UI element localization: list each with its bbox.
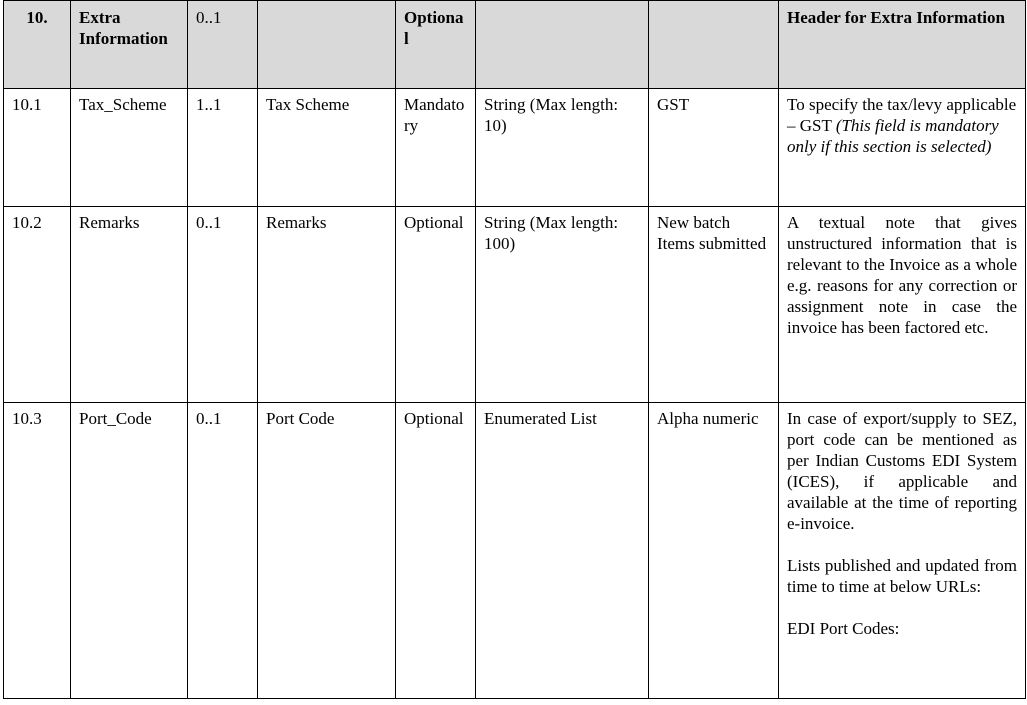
header-num-cell: 10. — [4, 1, 71, 89]
header-sample-cell — [649, 1, 779, 89]
row-mandatory-cell: Optional — [396, 207, 476, 403]
row-cardinality-cell: 1..1 — [188, 89, 258, 207]
row-mandatory-cell: Mandatory — [396, 89, 476, 207]
row-cardinality-cell: 0..1 — [188, 207, 258, 403]
explanation-paragraph: EDI Port Codes: — [787, 619, 900, 638]
explanation-note: (This field is mandatory only if this section is selected) — [787, 116, 999, 156]
row-cardinality-cell: 0..1 — [188, 403, 258, 699]
header-description-cell — [258, 1, 396, 89]
table-row — [4, 207, 1026, 403]
row-explanation-cell — [779, 89, 1026, 207]
row-sample-cell: GST — [649, 89, 779, 207]
table-header-row — [4, 1, 1026, 89]
row-type-cell: Enumerated List — [476, 403, 649, 699]
row-num-cell: 10.1 — [4, 89, 71, 207]
header-name-cell: Extra Information — [71, 1, 188, 89]
schema-table — [3, 0, 1026, 699]
row-sample-cell: Alpha numeric — [649, 403, 779, 699]
row-name-cell: Remarks — [71, 207, 188, 403]
explanation-paragraph: In case of export/supply to SEZ, port code can be mentioned as per Indian Customs EDI System (ICES), if applicable and available at the time of reporting e-invoice. — [787, 409, 1017, 533]
table-row — [4, 403, 1026, 699]
row-explanation-cell: A textual note that gives unstructured information that is relevant to the Invoice as a whole e.g. reasons for any correction or assignment note in case the invoice has been factored etc. — [779, 207, 1026, 403]
row-name-cell: Port_Code — [71, 403, 188, 699]
row-explanation-cell — [779, 403, 1026, 699]
row-num-cell: 10.3 — [4, 403, 71, 699]
header-explanation-cell: Header for Extra Information — [779, 1, 1026, 89]
row-description-cell: Remarks — [258, 207, 396, 403]
explanation-paragraph: Lists published and updated from time to time at below URLs: — [787, 556, 1017, 596]
row-sample-cell: New batch Items submitted — [649, 207, 779, 403]
explanation-text: To specify the tax/levy applicable – GST — [787, 95, 1017, 135]
row-type-cell: String (Max length: 10) — [476, 89, 649, 207]
row-name-cell: Tax_Scheme — [71, 89, 188, 207]
row-description-cell: Port Code — [258, 403, 396, 699]
header-type-cell — [476, 1, 649, 89]
table-row — [4, 89, 1026, 207]
row-description-cell: Tax Scheme — [258, 89, 396, 207]
header-mandatory-cell: Optional — [396, 1, 476, 89]
row-num-cell: 10.2 — [4, 207, 71, 403]
row-type-cell: String (Max length: 100) — [476, 207, 649, 403]
header-cardinality-cell: 0..1 — [188, 1, 258, 89]
row-mandatory-cell: Optional — [396, 403, 476, 699]
